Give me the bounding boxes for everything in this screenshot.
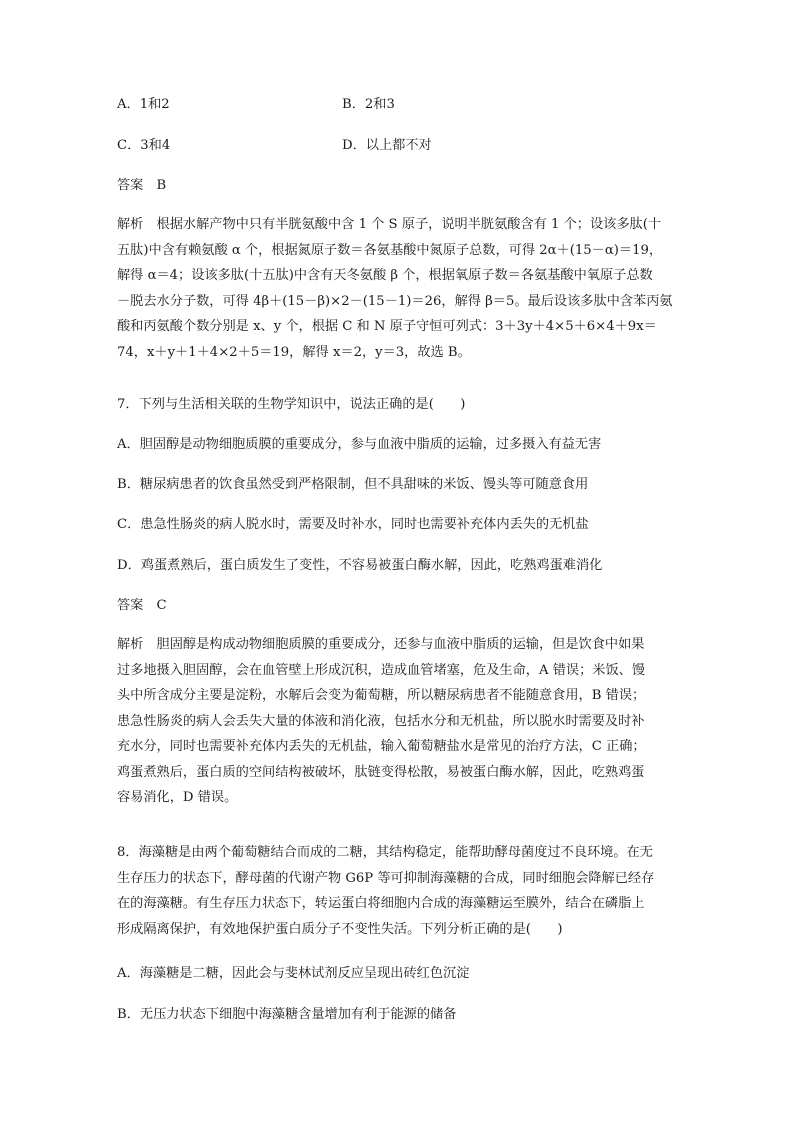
q7-option-b: B．糖尿病患者的饮食虽然受到严格限制，但不具甜味的米饭、馒头等可随意食用: [117, 477, 589, 492]
q6-option-row-2: [117, 136, 717, 156]
q8-stem-line: 在的海藻糖。有生存压力状态下，转运蛋白将细胞内合成的海藻糖运至膜外，结合在磷脂上: [117, 896, 645, 911]
q8-stem-line: 生存压力的状态下，酵母菌的代谢产物 G6P 等可抑制海藻糖的合成，同时细胞会降解已经存: [117, 870, 655, 886]
q6-option-b: B．2和3: [342, 97, 395, 112]
q7-analysis-line: 患急性肠炎的病人会丢失大量的体液和消化液，包括水分和无机盐，所以脱水时需要及时补: [117, 713, 645, 729]
q7-stem: 7．下列与生活相关联的生物学知识中，说法正确的是( ): [117, 397, 466, 412]
q6-option-row-1: [117, 95, 717, 115]
q7-option-a: A．胆固醇是动物细胞质膜的重要成分，参与血液中脂质的运输，过多摄入有益无害: [117, 437, 602, 452]
q6-option-d: D．以上都不对: [342, 138, 432, 153]
q6-analysis-line: 解得 α＝4；设该多肽(十五肽)中含有天冬氨酸 β 个，根据氧原子数＝各氨基酸中氧原子总数: [117, 268, 653, 283]
q8-stem-line: 8．海藻糖是由两个葡萄糖结合而成的二糖，其结构稳定，能帮助酵母菌度过不良环境。在无: [117, 845, 653, 860]
q8-option-b: B．无压力状态下细胞中海藻糖含量增加有利于能源的储备: [117, 1007, 457, 1022]
q6-answer: 答案 B: [117, 178, 167, 193]
q7-option-c: C．患急性肠炎的病人脱水时，需要及时补水，同时也需要补充体内丢失的无机盐: [117, 517, 589, 532]
q7-analysis-line: 鸡蛋煮熟后，蛋白质的空间结构被破坏，肽链变得松散，易被蛋白酶水解，因此，吃熟鸡蛋: [117, 764, 645, 780]
q7-analysis-line: 解析 胆固醇是构成动物细胞质膜的重要成分，还参与血液中脂质的运输，但是饮食中如果: [117, 637, 645, 652]
q6-option-a: A．1和2: [117, 97, 170, 112]
q8-stem-line: 形成隔离保护，有效地保护蛋白质分子不变性失活。下列分析正确的是( ): [117, 921, 563, 937]
q6-analysis-line: －脱去水分子数，可得 4β＋(15－β)×2－(15－1)＝26，解得 β＝5。最后设该多肽中含苯丙氨: [117, 293, 673, 309]
q6-analysis: [117, 212, 683, 365]
q7-analysis-line: 充水分，同时也需要补充体内丢失的无机盐，输入葡萄糖盐水是常见的治疗方法，C 正确；: [117, 739, 646, 754]
q6-analysis-line: 74，x＋y＋1＋4×2＋5＝19，解得 x＝2，y＝3，故选 B。: [117, 344, 471, 360]
q7-analysis: [117, 632, 683, 811]
q8-option-a: A．海藻糖是二糖，因此会与斐林试剂反应呈现出砖红色沉淀: [117, 966, 470, 981]
q6-analysis-line: 五肽)中含有赖氨酸 α 个，根据氮原子数＝各氨基酸中氮原子总数，可得 2α＋(15－α)＝19，: [117, 242, 663, 258]
q6-analysis-line: 酸和丙氨酸个数分别是 x、y 个，根据 C 和 N 原子守恒可列式：3＋3y＋4×5＋6×4＋9x＝: [117, 319, 657, 334]
q7-analysis-line: 头中所含成分主要是淀粉，水解后会变为葡萄糖，所以糖尿病患者不能随意食用，B 错误；: [117, 688, 646, 703]
q7-analysis-line: 过多地摄入胆固醇，会在血管壁上形成沉积，造成血管堵塞，危及生命，A 错误；米饭、馒: [117, 662, 646, 678]
q7-answer: 答案 C: [117, 598, 167, 613]
q7-analysis-line: 容易消化，D 错误。: [117, 790, 238, 805]
q8-stem: [117, 840, 683, 942]
q7-option-d: D．鸡蛋煮熟后，蛋白质发生了变性，不容易被蛋白酶水解，因此，吃熟鸡蛋难消化: [117, 558, 603, 573]
q6-option-c: C．3和4: [117, 138, 171, 153]
q6-analysis-line: 解析 根据水解产物中只有半胱氨酸中含 1 个 S 原子，说明半胱氨酸含有 1 个；设该多肽(十: [117, 217, 662, 232]
